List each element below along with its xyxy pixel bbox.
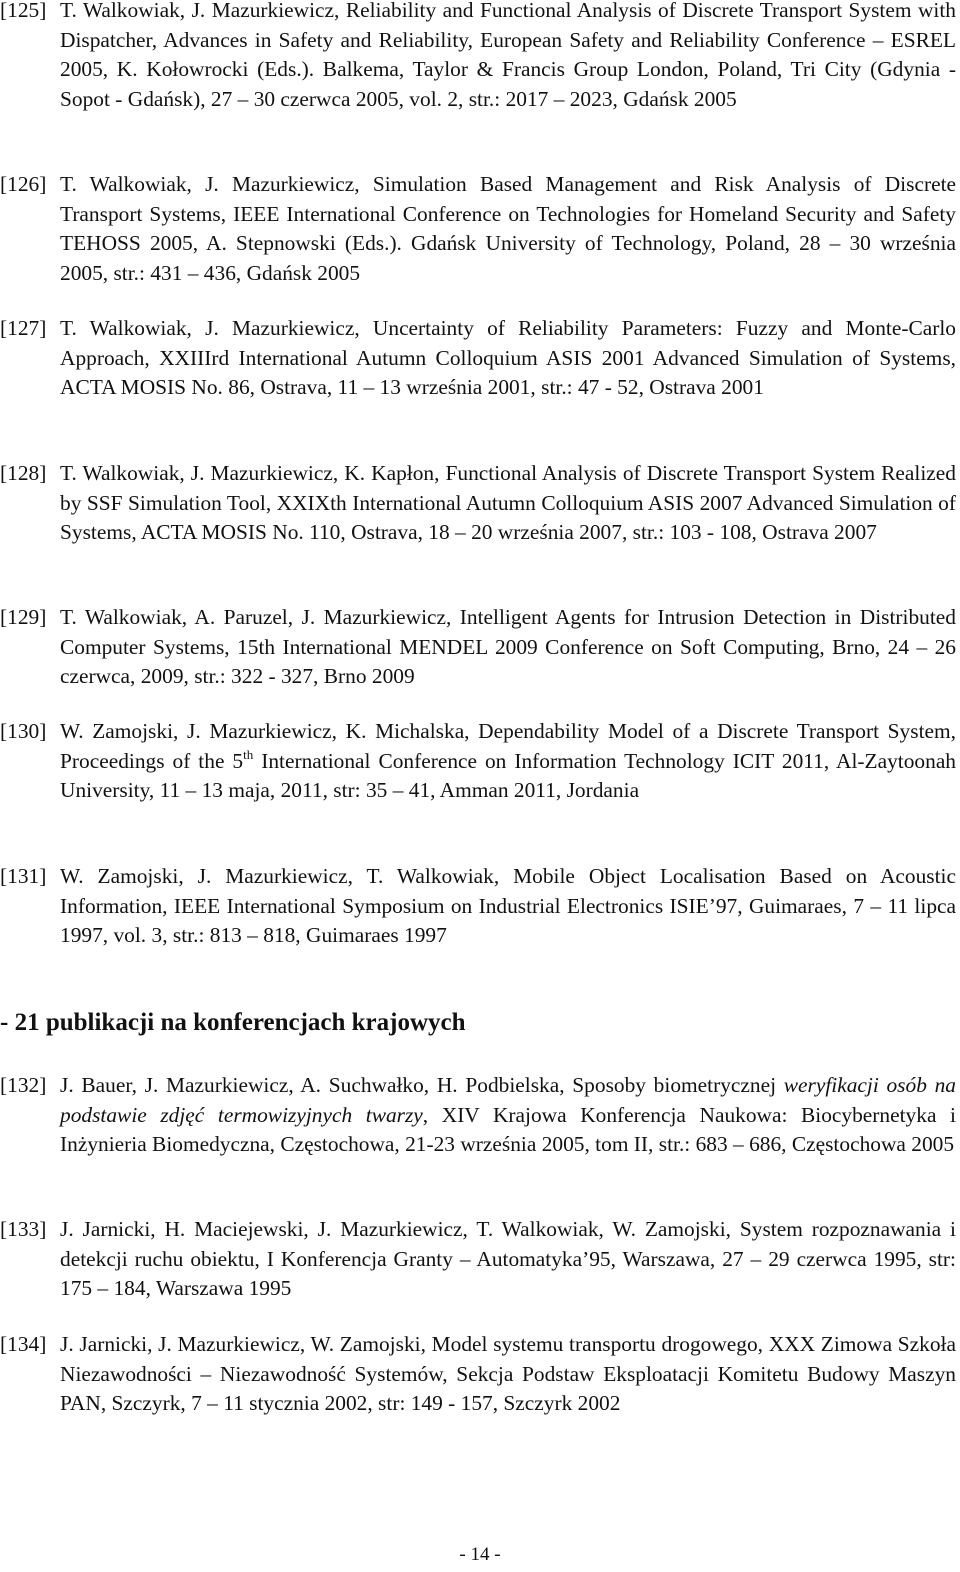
reference-number: [125]	[0, 0, 47, 22]
reference-text: J. Jarnicki, J. Mazurkiewicz, W. Zamojski, Model systemu transportu drogowego, XXX Zimowa Szkoła Niezawodności – Niezawodność Systemów, Sekcja Podstaw Eksploatacji Komitetu Budowy Maszyn PAN, Szczyrk, 7 – 11 stycznia 2002, str: 149 - 157, Szczyrk 2002	[60, 1332, 956, 1416]
reference-text-part: , XIV Krajowa Konferencja Naukowa: Biocybernetyka i Inżynieria Biomedyczna, Częstochowa, 21-23 września 2005, tom II, str.: 683 – 686, Częstochowa 2005	[60, 1102, 956, 1157]
reference-131	[0, 862, 956, 951]
reference-text	[60, 717, 956, 806]
reference-128	[0, 459, 956, 548]
section-heading: - 21 publikacji na konferencjach krajowych	[0, 1009, 466, 1036]
reference-text-part: J. Bauer, J. Mazurkiewicz, A. Suchwałko, H. Podbielska, Sposoby biometrycznej	[60, 1073, 784, 1097]
reference-134	[0, 1330, 956, 1419]
reference-125	[0, 0, 956, 114]
reference-number: [132]	[0, 1073, 47, 1097]
reference-text	[60, 1071, 956, 1160]
reference-number: [131]	[0, 864, 47, 888]
italic-title: weryfikacji osób na podstawie zdjęć termowizyjnych twarzy	[60, 1073, 956, 1127]
reference-text: J. Jarnicki, H. Maciejewski, J. Mazurkiewicz, T. Walkowiak, W. Zamojski, System rozpoznawania i detekcji ruchu obiektu, I Konferencja Granty – Automatyka’95, Warszawa, 27 – 29 czerwca 1995, str: 175 – 184, Warszawa 1995	[60, 1217, 956, 1301]
reference-130	[0, 717, 956, 806]
reference-132	[0, 1071, 956, 1160]
reference-number: [129]	[0, 605, 47, 629]
reference-text-part: International Conference on Information Technology ICIT 2011, Al-Zaytoonah University, 11 – 13 maja, 2011, str: 35 – 41, Amman 2011, Jordania	[60, 748, 957, 803]
reference-number: [126]	[0, 172, 47, 196]
reference-129	[0, 603, 956, 692]
reference-126	[0, 170, 956, 288]
reference-number: [133]	[0, 1217, 47, 1241]
reference-number: [128]	[0, 461, 47, 485]
reference-text: T. Walkowiak, J. Mazurkiewicz, K. Kapłon, Functional Analysis of Discrete Transport System Realized by SSF Simulation Tool, XXIXth International Autumn Colloquium ASIS 2007 Advanced Simulation of Systems, ACTA MOSIS No. 110, Ostrava, 18 – 20 września 2007, str.: 103 - 108, Ostrava 2007	[60, 461, 956, 545]
page-number: - 14 -	[459, 1544, 501, 1565]
reference-number: [130]	[0, 719, 47, 743]
reference-127	[0, 314, 956, 403]
reference-text: W. Zamojski, J. Mazurkiewicz, T. Walkowiak, Mobile Object Localisation Based on Acoustic Information, IEEE International Symposium on Industrial Electronics ISIE’97, Guimaraes, 7 – 11 lipca 1997, vol. 3, str.: 813 – 818, Guimaraes 1997	[60, 864, 956, 948]
reference-133	[0, 1215, 956, 1304]
reference-text: T. Walkowiak, A. Paruzel, J. Mazurkiewicz, Intelligent Agents for Intrusion Detection in Distributed Computer Systems, 15th International MENDEL 2009 Conference on Soft Computing, Brno, 24 – 26 czerwca, 2009, str.: 322 - 327, Brno 2009	[60, 605, 956, 689]
reference-number: [134]	[0, 1332, 47, 1356]
reference-text: T. Walkowiak, J. Mazurkiewicz, Reliability and Functional Analysis of Discrete Transport System with Dispatcher, Advances in Safety and Reliability, European Safety and Reliability Conference – ESREL 2005, K. Kołowrocki (Eds.). Balkema, Taylor & Francis Group London, Poland, Tri City (Gdynia - Sopot - Gdańsk), 27 – 30 czerwca 2005, vol. 2, str.: 2017 – 2023, Gdańsk 2005	[60, 0, 956, 111]
reference-text: T. Walkowiak, J. Mazurkiewicz, Simulation Based Management and Risk Analysis of Discrete Transport Systems, IEEE International Conference on Technologies for Homeland Security and Safety TEHOSS 2005, A. Stepnowski (Eds.). Gdańsk University of Technology, Poland, 28 – 30 września 2005, str.: 431 – 436, Gdańsk 2005	[60, 172, 956, 285]
ordinal-superscript: th	[243, 746, 254, 762]
reference-number: [127]	[0, 316, 47, 340]
reference-text-part: W. Zamojski, J. Mazurkiewicz, K. Michalska, Dependability Model of a Discrete Transport System, Proceedings of the 5	[60, 719, 956, 773]
reference-text: T. Walkowiak, J. Mazurkiewicz, Uncertainty of Reliability Parameters: Fuzzy and Monte-Carlo Approach, XXIIIrd International Autumn Colloquium ASIS 2001 Advanced Simulation of Systems, ACTA MOSIS No. 86, Ostrava, 11 – 13 września 2001, str.: 47 - 52, Ostrava 2001	[60, 316, 956, 400]
